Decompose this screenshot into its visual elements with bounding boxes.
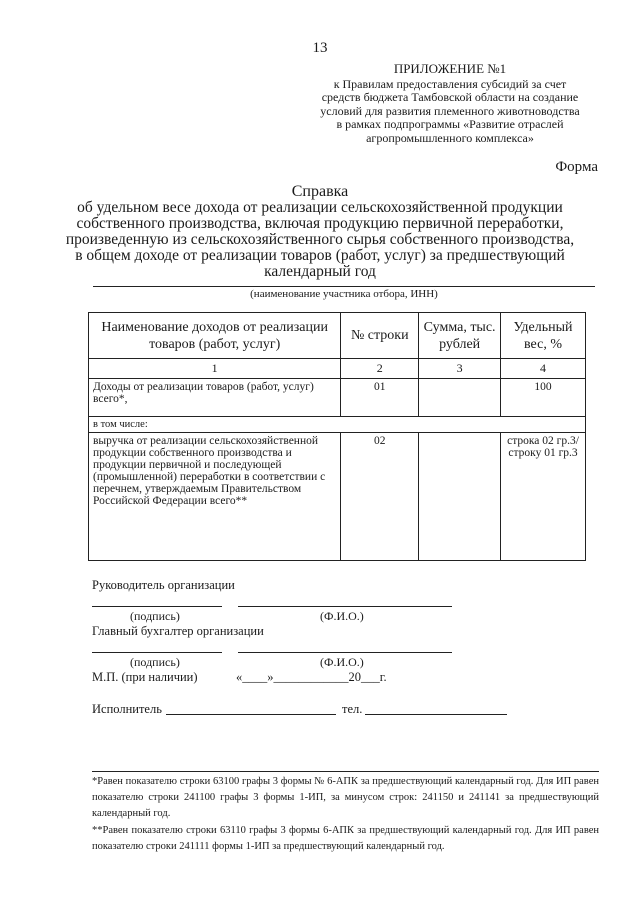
footnote-2: **Равен показателю строки 63110 графы 3 формы 6-АПК за предшествующий календарный год. Для ИП равен показателю строки 241111 формы 1-ИП за предшествующий календарный год. bbox=[92, 825, 599, 852]
row2-sum-cell[interactable] bbox=[419, 433, 501, 561]
row2-line: 02 bbox=[341, 433, 419, 561]
signature-caption: (подпись) bbox=[130, 655, 180, 669]
header-line-number: № строки bbox=[341, 313, 419, 359]
row1-share: 100 bbox=[501, 379, 586, 417]
page-number: 13 bbox=[312, 40, 328, 56]
col-number: 4 bbox=[501, 359, 586, 379]
executor-label: Исполнитель bbox=[92, 702, 162, 716]
appendix-line: средств бюджета Тамбовской области на создание bbox=[321, 90, 579, 104]
title-line: календарный год bbox=[264, 263, 376, 280]
appendix-line: условий для развития племенного животноводства bbox=[320, 103, 580, 118]
table-row bbox=[89, 433, 586, 561]
row2-share: строка 02 гр.3/ строку 01 гр.3 bbox=[501, 433, 586, 561]
appendix-title: ПРИЛОЖЕНИЕ №1 bbox=[393, 61, 507, 76]
header-share: Удельный вес, % bbox=[501, 313, 586, 359]
participant-caption: (наименование участника отбора, ИНН) bbox=[250, 288, 438, 300]
accountant-label: Главный бухгалтер организации bbox=[92, 624, 264, 638]
row1-name: Доходы от реализации товаров (работ, услуг) всего*, bbox=[89, 379, 341, 417]
row1-sum-cell[interactable] bbox=[419, 379, 501, 417]
col-number: 1 bbox=[89, 359, 341, 379]
col-number: 3 bbox=[419, 359, 501, 379]
fio-caption: (Ф.И.О.) bbox=[320, 655, 364, 669]
subheader-cell: в том числе: bbox=[89, 417, 586, 433]
table-header-row bbox=[89, 313, 586, 359]
seal-label: М.П. (при наличии) bbox=[92, 670, 198, 684]
footnote-divider bbox=[92, 771, 599, 772]
income-table bbox=[88, 312, 586, 561]
executor-line[interactable] bbox=[166, 714, 336, 715]
head-fio-line[interactable] bbox=[238, 606, 452, 607]
phone-label: тел. bbox=[342, 702, 363, 716]
document-title bbox=[30, 184, 610, 280]
appendix-line: к Правилам предоставления субсидий за счет bbox=[333, 76, 567, 91]
head-signature-line[interactable] bbox=[92, 606, 222, 607]
title-line: об удельном весе дохода от реализации сельскохозяйственной продукции bbox=[77, 199, 563, 216]
accountant-signature-line[interactable] bbox=[92, 652, 222, 653]
table-row bbox=[89, 379, 586, 417]
head-label: Руководитель организации bbox=[92, 578, 235, 592]
appendix-line: в рамках подпрограммы «Развитие отраслей bbox=[336, 117, 564, 131]
header-income-name: Наименование доходов от реализации товаров (работ, услуг) bbox=[89, 313, 341, 359]
row2-name: выручка от реализации сельскохозяйственной продукции собственного производства и продукции первичной и последующей (промышленной) переработки в соответствии с перечнем, утверждаемым Правительством Российской Федерации всего** bbox=[89, 433, 341, 561]
title-line: собственного производства, включая продукцию первичной переработки, bbox=[76, 215, 564, 232]
row1-line: 01 bbox=[341, 379, 419, 417]
signature-caption: (подпись) bbox=[130, 609, 180, 623]
column-number-row bbox=[89, 359, 586, 379]
title-line: в общем доходе от реализации товаров (работ, услуг) за предшествующий bbox=[75, 247, 565, 264]
form-label: Форма bbox=[555, 159, 598, 175]
date-field[interactable]: «____»____________20___г. bbox=[236, 670, 387, 684]
footnote-1: *Равен показателю строки 63100 графы 3 формы № 6-АПК за предшествующий календарный год. Для ИП равен показателю строки 241100 графы 3 формы 1-ИП, за минусом строк: 241150 и 241141 за предшествующий календарный год. bbox=[92, 776, 599, 819]
header-sum: Сумма, тыс. рублей bbox=[419, 313, 501, 359]
accountant-fio-line[interactable] bbox=[238, 652, 452, 653]
fio-caption: (Ф.И.О.) bbox=[320, 609, 364, 623]
col-number: 2 bbox=[341, 359, 419, 379]
title-heading: Справка bbox=[291, 183, 349, 200]
appendix-block bbox=[300, 62, 600, 145]
subheader-row bbox=[89, 417, 586, 433]
appendix-line: агропромышленного комплекса» bbox=[366, 130, 534, 145]
title-line: произведенную из сельскохозяйственного сырья собственного производства, bbox=[65, 231, 575, 248]
participant-fill-line[interactable] bbox=[93, 286, 595, 287]
phone-line[interactable] bbox=[365, 714, 507, 715]
